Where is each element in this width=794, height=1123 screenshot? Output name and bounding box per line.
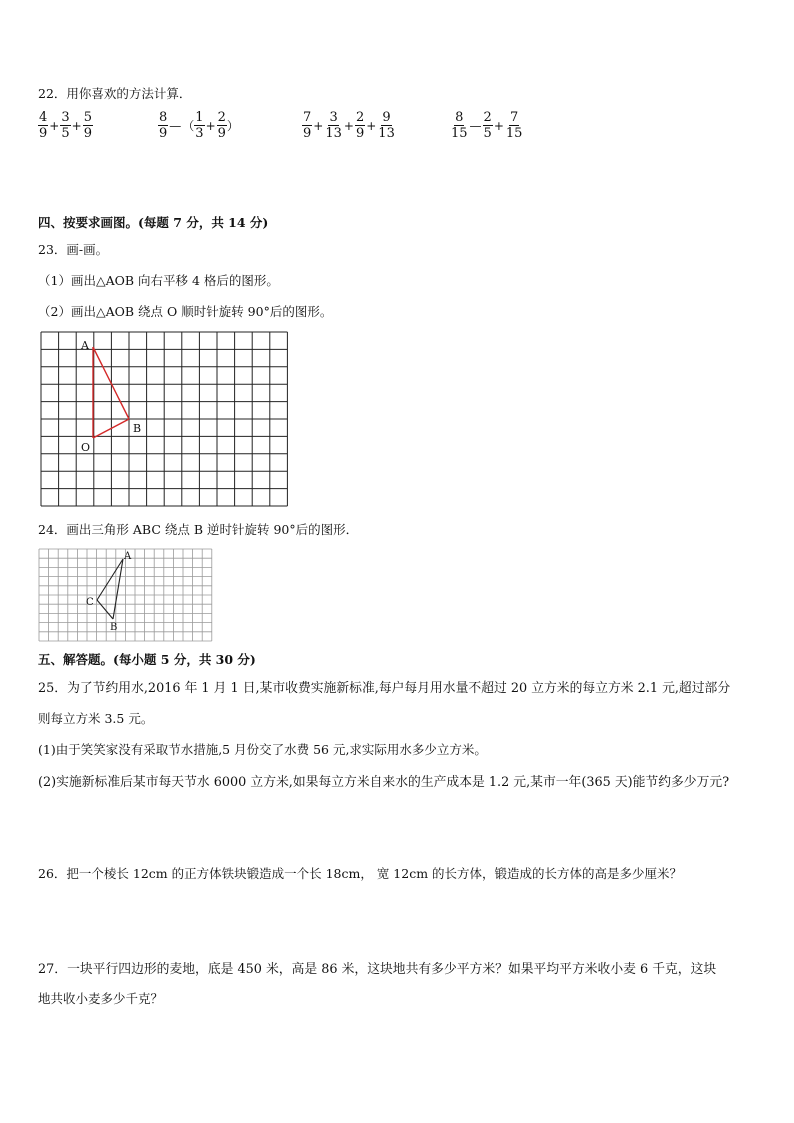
edge-cb	[97, 600, 113, 619]
fraction: $\frac{3}{13}$	[325, 110, 342, 141]
section-4-title: 四、按要求画图。(每题 7 分，共 14 分)	[38, 215, 269, 230]
edge-ab	[113, 559, 123, 619]
fraction: $\frac{1}{3}$	[195, 110, 204, 141]
q23-part-1: （1）画出△AOB 向右平移 4 格后的图形。	[38, 273, 279, 288]
section-5-title: 五、解答题。(每小题 5 分，共 30 分)	[38, 652, 256, 667]
grid-lines	[39, 549, 212, 641]
triangle-abc	[97, 559, 123, 619]
q27-line-2: 地共收小麦多少千克？	[38, 991, 164, 1006]
q24-grid-figure	[38, 548, 218, 644]
q25-line-2: 则每立方米 3.5 元。	[38, 711, 154, 726]
q22-stem: 22．用你喜欢的方法计算．	[38, 86, 192, 101]
q23-stem: 23．画-画。	[38, 242, 109, 257]
label-o: O	[81, 441, 91, 454]
q22-expression-3: $\frac{7}{9}$ + $\frac{3}{13}$ + $\frac{2}{9}$ + $\frac{9}{13}$	[303, 110, 395, 141]
fraction: $\frac{7}{9}$	[303, 110, 312, 141]
q23-grid-figure	[40, 331, 288, 507]
q25-part-2: (2)实施新标准后某市每天节水 6000 立方米,如果每立方米自来水的生产成本是 1.2 元,某市一年(365 天)能节约多少万元?	[38, 775, 730, 790]
fraction: $\frac{2}{9}$	[217, 110, 226, 141]
fraction: $\frac{5}{9}$	[83, 110, 92, 141]
label-c: C	[86, 597, 94, 608]
label-b: B	[110, 622, 118, 633]
q22-expression-2: $\frac{8}{9}$ — （ $\frac{1}{3}$ + $\frac{2}{9}$ ）	[159, 110, 239, 141]
label-a: A	[124, 551, 132, 562]
fraction: $\frac{7}{15}$	[505, 110, 523, 141]
q22-expression-4: $\frac{8}{15}$ — $\frac{2}{5}$ + $\frac{7}{15}$	[451, 110, 523, 141]
fraction: $\frac{8}{15}$	[451, 110, 468, 141]
q26-text: 26．把一个棱长 12cm 的正方体铁块锻造成一个长 18cm， 宽 12cm 的长方体，锻造成的长方体的高是多少厘米？	[38, 866, 683, 881]
fraction: $\frac{9}{13}$	[378, 110, 395, 141]
q25-line-1: 25．为了节约用水,2016 年 1 月 1 日,某市收费实施新标准,每户每月用水量不超过 20 立方米的每立方米 2.1 元,超过部分	[38, 681, 731, 696]
q27-line-1: 27．一块平行四边形的麦地，底是 450 米，高是 86 米，这块地共有多少平方米？如果平均平方米收小麦 6 千克，这块	[38, 962, 717, 977]
fraction: $\frac{2}{9}$	[355, 110, 365, 141]
fraction: $\frac{4}{9}$	[39, 110, 48, 141]
fraction: $\frac{8}{9}$	[159, 110, 168, 141]
label-b: B	[133, 422, 142, 435]
q22-expression-1: $\frac{4}{9}$ + $\frac{3}{5}$ + $\frac{5}{9}$	[39, 110, 92, 141]
label-a: A	[81, 339, 89, 352]
grid-lines	[41, 332, 287, 506]
fraction: $\frac{2}{5}$	[483, 110, 492, 141]
q23-part-2: （2）画出△AOB 绕点 O 顺时针旋转 90°后的图形。	[38, 304, 333, 319]
q25-part-1: (1)由于笑笑家没有采取节水措施,5 月份交了水费 56 元,求实际用水多少立方米。	[38, 742, 487, 757]
q24-stem: 24．画出三角形 ABC 绕点 B 逆时针旋转 90°后的图形．	[38, 522, 359, 537]
fraction: $\frac{3}{5}$	[61, 110, 70, 141]
